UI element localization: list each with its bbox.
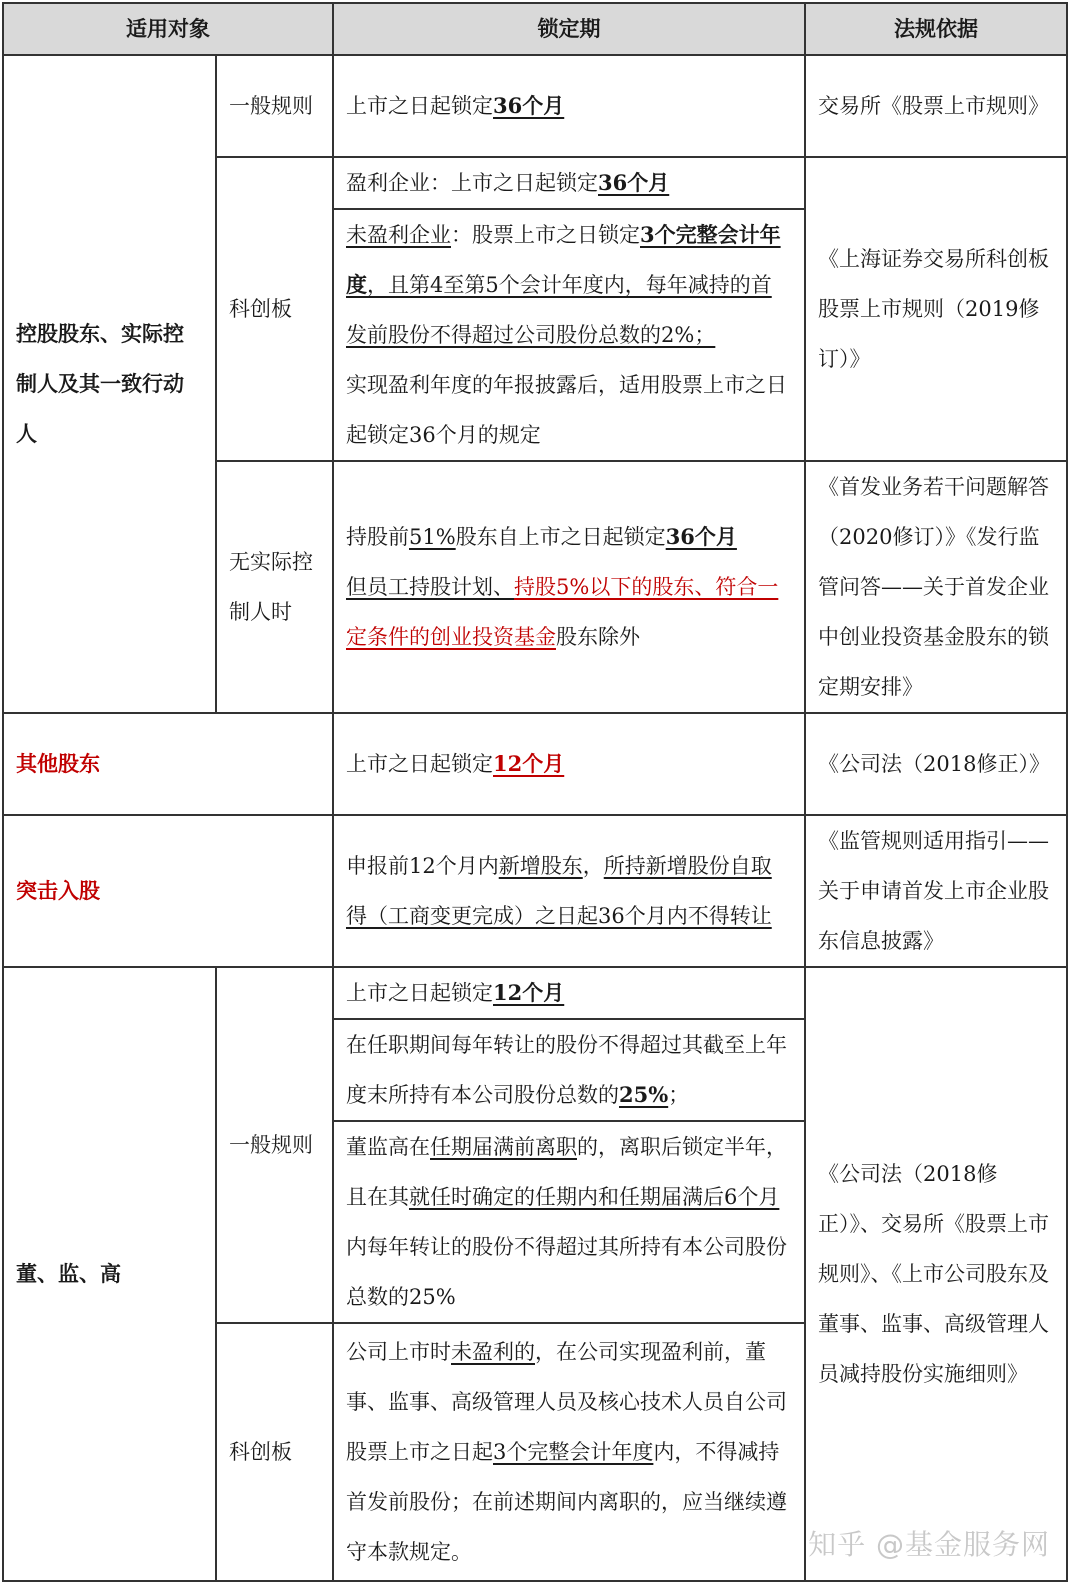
header-lockup: 锁定期 [333,3,805,55]
law-cell: 《上海证券交易所科创板股票上市规则（2019修订）》 [805,157,1067,461]
lockup-text: ：股票上市之日锁定 [451,223,640,247]
lockup-text: 任期届满前离职 [430,1135,577,1159]
lockup-cell [333,461,805,713]
lockup-cell [333,55,805,157]
lockup-cell [333,815,805,967]
lockup-text: ， [582,854,604,878]
lockup-text: 未盈利企业 [346,223,451,247]
lockup-cell [333,713,805,815]
header-applicable: 适用对象 [3,3,333,55]
lockup-text: 所持新增股份自取得（工商变更完成）之日起36个月内不得转让 [346,854,772,928]
lockup-text: 持股前 [346,525,409,549]
sub-label-star: 科创板 [216,1323,333,1581]
watermark: 知乎 @基金服务网 [808,1528,1050,1561]
lockup-period: 36个月 [665,524,737,549]
lockup-text: 实现盈利年度的年报披露后，适用股票上市之日起锁定36个月的规定 [346,373,787,447]
lockup-cell [333,209,805,461]
lockup-period: 12个月 [493,751,565,776]
lockup-text: 持股5%以下的股东、符合一定条件的创业投资基金 [346,575,779,649]
lockup-text: 股东除外 [556,625,640,649]
sub-label-star: 科创板 [216,157,333,461]
group-label-executives: 董、监、高 [3,967,216,1581]
lockup-cell [333,1121,805,1323]
lockup-text: 上市之日起锁定 [346,752,493,776]
lockup-text: 的，离职后锁定半年，且在其 [346,1135,787,1209]
law-cell: 《公司法（2018修正）》 [805,713,1067,815]
sub-label-no-controller: 无实际控制人时 [216,461,333,713]
lockup-cell [333,967,805,1019]
lockup-text: 但员工持股计划、 [346,575,514,599]
lockup-text: 公司上市时 [346,1340,451,1364]
table-row [3,55,1067,157]
lockup-text: 内，不得减持首发前股份；在前述期间内离职的，应当继续遵守本款规定。 [346,1440,787,1564]
group-label-surprise: 突击入股 [3,815,333,967]
lockup-period: 12个月 [493,980,565,1005]
lockup-text: 内每年转让的股份不得超过其所持有本公司股份总数的25% [346,1235,787,1309]
lockup-text: ，且第4至第5个会计年度内，每年减持的首发前股份不得超过公司股份总数的2%； [346,273,772,347]
lockup-text: ，在公司实现盈利前，董事、监事、高级管理人员及核心技术人员自公司股票上市之日起 [346,1340,787,1464]
law-cell: 《公司法（2018修正）》、交易所《股票上市规则》、《上市公司股东及董事、监事、高级管理人员减持股份实施细则》 [805,967,1067,1581]
lockup-text: ； [668,1083,690,1107]
table-row [3,815,1067,967]
lockup-cell [333,1019,805,1121]
lockup-text: 董监高在 [346,1135,430,1159]
lockup-period: 3个完整会计年度 [346,222,781,297]
lockup-text: 申报前12个月内 [346,854,499,878]
lockup-cell [333,157,805,209]
group-label-controlling: 控股股东、实际控制人及其一致行动人 [3,55,216,713]
lockup-text: 上市之日起锁定 [346,981,493,1005]
group-label-other: 其他股东 [3,713,333,815]
lockup-period: 36个月 [493,93,565,118]
lockup-period: 36个月 [598,170,670,195]
lockup-period: 3个完整会计年度 [493,1440,654,1464]
lockup-text: 盈利企业：上市之日起锁定 [346,171,598,195]
lockup-period: 25% [619,1082,669,1107]
lockup-text: 51% [409,525,456,549]
lockup-text: 在任职期间每年转让的股份不得超过其截至上年度末所持有本公司股份总数的 [346,1033,787,1107]
header-row [3,3,1067,55]
lockup-text: 上市之日起锁定 [346,94,493,118]
law-cell: 交易所《股票上市规则》 [805,55,1067,157]
lockup-text: 新增股东 [498,854,583,878]
table-row [3,713,1067,815]
header-law: 法规依据 [805,3,1067,55]
sub-label-general: 一般规则 [216,967,333,1323]
lockup-text: 未盈利的 [451,1340,535,1364]
lockup-cell [333,1323,805,1581]
sub-label-general: 一般规则 [216,55,333,157]
law-cell: 《监管规则适用指引——关于申请首发上市企业股东信息披露》 [805,815,1067,967]
lockup-table [2,2,1068,1582]
lockup-text: 就任时确定的任期内和任期届满后6个月 [409,1185,780,1209]
lockup-text: 股东自上市之日起锁定 [455,525,666,549]
law-cell: 《首发业务若干问题解答（2020修订）》《发行监管问答——关于首发企业中创业投资基金股东的锁定期安排》 [805,461,1067,713]
table-row [3,967,1067,1019]
